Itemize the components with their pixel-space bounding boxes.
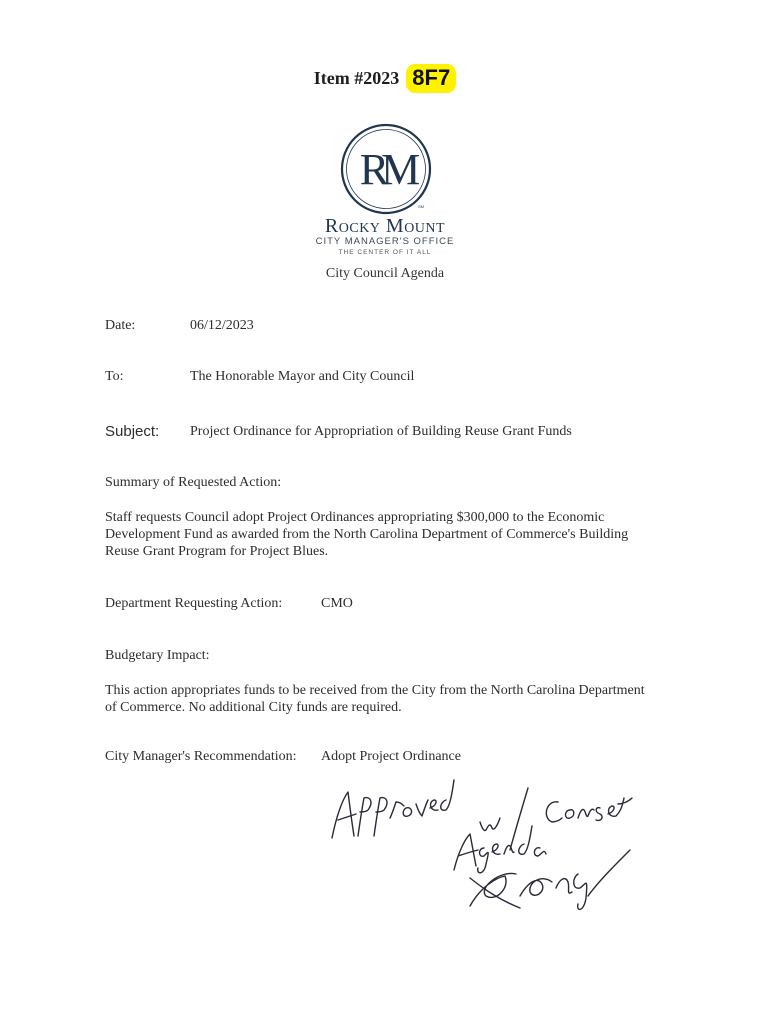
department-label: Department Requesting Action: (105, 596, 283, 611)
item-number-line (0, 64, 770, 93)
org-subtitle: CITY MANAGER'S OFFICE (315, 236, 455, 247)
rm-monogram: RM (359, 145, 413, 194)
recommendation-label: City Manager's Recommendation: (105, 749, 297, 764)
budget-paragraph (105, 682, 685, 716)
summary-line: Reuse Grant Program for Project Blues. (105, 544, 329, 559)
item-code-highlight: 8F7 (406, 64, 456, 93)
org-name: Rocky Mount (324, 215, 446, 237)
budget-heading: Budgetary Impact: (105, 648, 210, 663)
service-mark: SM (418, 204, 424, 209)
recommendation-value: Adopt Project Ordinance (321, 749, 461, 764)
summary-line: Staff requests Council adopt Project Ordinances appropriating $300,000 to the Economic (105, 510, 605, 525)
summary-heading: Summary of Requested Action: (105, 475, 282, 490)
to-value: The Honorable Mayor and City Council (190, 369, 415, 384)
budget-line: This action appropriates funds to be received from the City from the North Carolina Department (105, 683, 645, 698)
summary-paragraph (105, 509, 685, 560)
department-value: CMO (321, 596, 353, 611)
item-number-label: Item #2023 (313, 68, 400, 88)
date-value: 06/12/2023 (190, 318, 254, 333)
rocky-mount-seal-logo (339, 122, 433, 216)
org-tagline: THE CENTER OF IT ALL (338, 249, 432, 256)
handwritten-approval-signature (320, 778, 650, 918)
date-label: Date: (105, 318, 136, 333)
agenda-title: City Council Agenda (325, 266, 445, 281)
budget-line: of Commerce. No additional City funds are required. (105, 700, 402, 715)
to-label: To: (105, 369, 124, 384)
summary-line: Development Fund as awarded from the North Carolina Department of Commerce's Building (105, 527, 629, 542)
subject-label: Subject: (105, 423, 160, 440)
subject-value: Project Ordinance for Appropriation of Building Reuse Grant Funds (190, 424, 572, 439)
